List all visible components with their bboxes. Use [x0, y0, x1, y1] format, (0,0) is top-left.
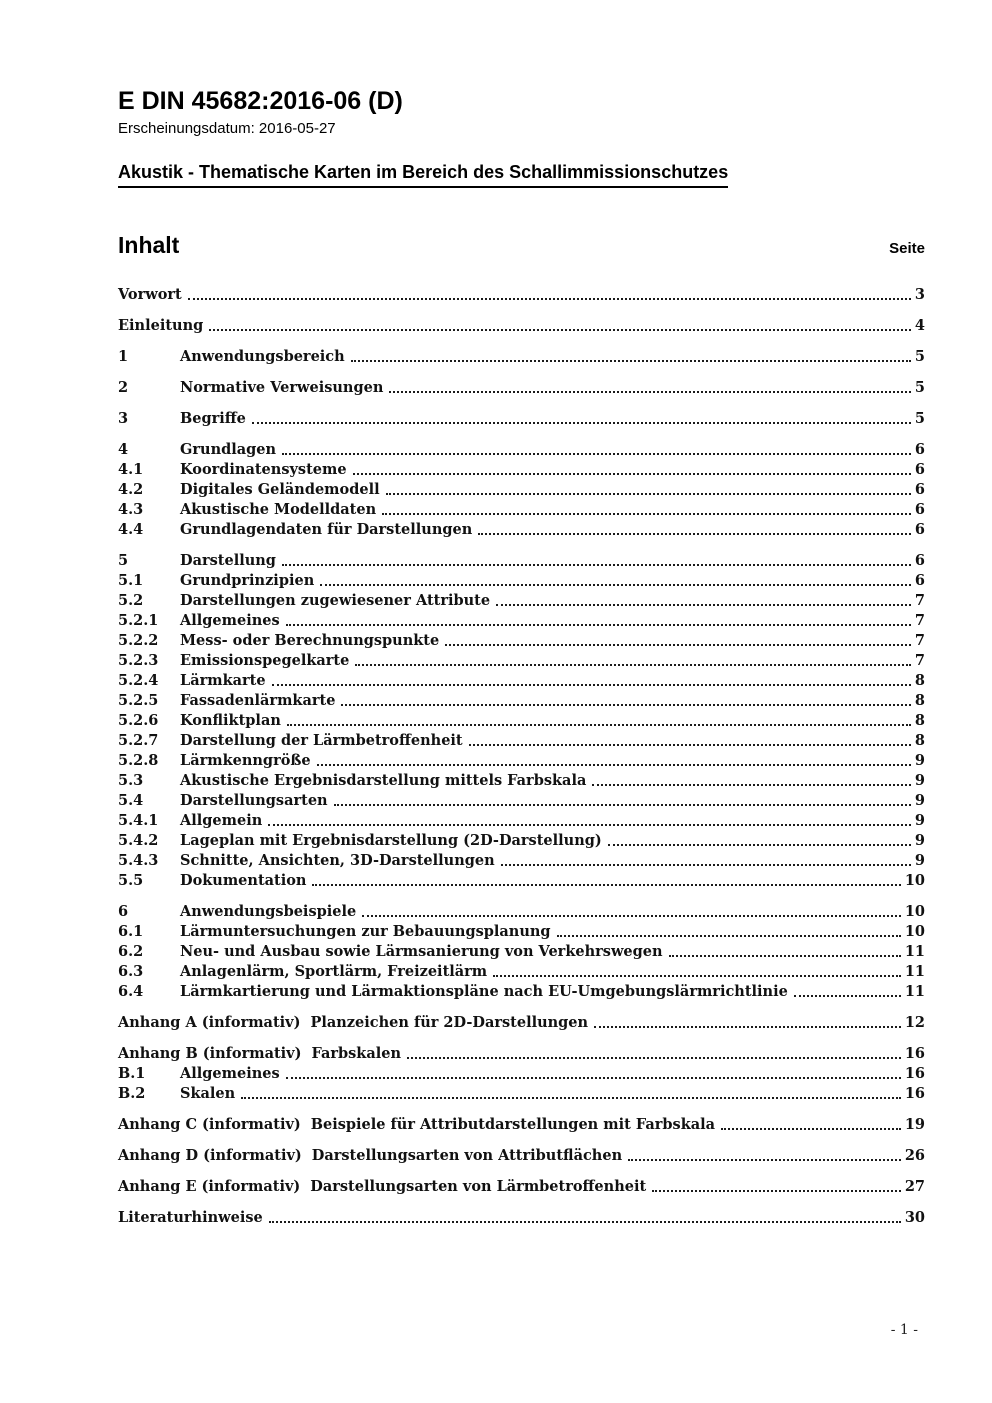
toc-entry-page: 8: [914, 732, 925, 750]
toc-entry-page: 16: [904, 1045, 925, 1063]
toc-entry: [118, 751, 925, 771]
toc-entry: [118, 1064, 925, 1084]
toc-entry-label: Grundlagen: [180, 441, 277, 459]
toc-entry: [118, 811, 925, 831]
toc-entry-label: Anwendungsbereich: [180, 348, 345, 366]
release-date: Erscheinungsdatum: 2016-05-27: [118, 119, 336, 137]
toc-entry: [118, 571, 925, 591]
toc-entry: [118, 851, 925, 871]
toc-dotted-leader: [594, 1026, 901, 1028]
toc-entry-page: 6: [914, 552, 925, 570]
toc-entry-number: 6.1: [118, 923, 144, 941]
toc-entry-label: Planzeichen für 2D-Darstellungen: [310, 1014, 589, 1032]
toc-entry: [118, 1177, 925, 1197]
toc-entry-number: 5.4.3: [118, 852, 159, 870]
toc-entry: [118, 942, 925, 962]
toc-entry-number: 5.3: [118, 772, 144, 790]
toc-entry: [118, 651, 925, 671]
toc-entry: [118, 520, 925, 540]
toc-entry-page: 5: [914, 410, 925, 428]
toc-entry-label: Lärmkarte: [180, 672, 266, 690]
toc-dotted-leader: [209, 329, 911, 331]
document-number: E DIN 45682:2016-06 (D): [118, 87, 403, 115]
toc-entry-page: 11: [904, 943, 925, 961]
toc-entry-page: 11: [904, 983, 925, 1001]
toc-entry: [118, 460, 925, 480]
toc-entry-page: 9: [914, 832, 925, 850]
toc-entry-number: 5.2: [118, 592, 144, 610]
toc-entry-label: Lärmuntersuchungen zur Bebauungsplanung: [180, 923, 551, 941]
toc-entry-label: Farbskalen: [311, 1045, 402, 1063]
toc-dotted-leader: [386, 493, 911, 495]
toc-entry-number: 4: [118, 441, 129, 459]
toc-entry-number: Anhang D (informativ): [118, 1147, 302, 1165]
toc-entry: [118, 1208, 925, 1228]
toc-entry-page: 11: [904, 963, 925, 981]
toc-entry: [118, 1013, 925, 1033]
toc-entry-page: 6: [914, 521, 925, 539]
toc-entry-number: 5.2.8: [118, 752, 159, 770]
toc-entry: [118, 378, 925, 398]
toc-entry-page: 4: [914, 317, 925, 335]
toc-page-column-label: Seite: [889, 240, 925, 258]
toc-entry-number: 4.1: [118, 461, 144, 479]
toc-entry-label: Vorwort: [118, 286, 182, 304]
toc-dotted-leader: [312, 884, 900, 886]
toc-entry-label: Allgemeines: [180, 1065, 280, 1083]
toc-dotted-leader: [469, 744, 911, 746]
toc-entry: [118, 316, 925, 336]
toc-entry-number: Anhang A (informativ): [118, 1014, 301, 1032]
toc-header-row: [118, 232, 925, 259]
toc-entry-label: Darstellungsarten von Lärmbetroffenheit: [310, 1178, 647, 1196]
toc-entry-page: 8: [914, 672, 925, 690]
toc-entry-number: 5.4.1: [118, 812, 159, 830]
toc-entry-label: Mess- oder Berechnungspunkte: [180, 632, 440, 650]
toc-entry: [118, 771, 925, 791]
toc-entry-page: 10: [904, 923, 925, 941]
toc-entry: [118, 611, 925, 631]
toc-entry: [118, 691, 925, 711]
toc-dotted-leader: [389, 391, 911, 393]
toc-dotted-leader: [341, 704, 910, 706]
toc-dotted-leader: [557, 935, 901, 937]
toc-entry-page: 6: [914, 501, 925, 519]
toc-entry-label: Allgemein: [180, 812, 263, 830]
toc-entry-number: 3: [118, 410, 129, 428]
toc-dotted-leader: [478, 533, 911, 535]
toc-entry-number: 5: [118, 552, 129, 570]
toc-entry-label: Akustische Ergebnisdarstellung mittels Farbskala: [180, 772, 587, 790]
toc-entry: [118, 480, 925, 500]
toc-entry-label: Beispiele für Attributdarstellungen mit Farbskala: [310, 1116, 716, 1134]
document-title-wrap: [118, 162, 925, 189]
toc-entry-label: Darstellung: [180, 552, 276, 570]
toc-entry: [118, 982, 925, 1002]
toc-dotted-leader: [501, 864, 911, 866]
toc-entry-page: 6: [914, 441, 925, 459]
toc-dotted-leader: [628, 1159, 901, 1161]
toc-entry-number: 6.2: [118, 943, 144, 961]
toc-entry-label: Akustische Modelldaten: [180, 501, 377, 519]
toc-dotted-leader: [317, 764, 911, 766]
toc-entry-label: Lärmkartierung und Lärmaktionspläne nach EU-Umgebungslärmrichtlinie: [180, 983, 788, 1001]
toc-heading: Inhalt: [118, 232, 180, 259]
toc-entry-number: 5.2.4: [118, 672, 159, 690]
toc-entry-page: 3: [914, 286, 925, 304]
toc-entry-page: 8: [914, 692, 925, 710]
toc-dotted-leader: [334, 804, 911, 806]
toc-entry: [118, 1084, 925, 1104]
toc-entry-number: B.2: [118, 1085, 146, 1103]
toc-entry-label: Skalen: [180, 1085, 236, 1103]
toc-entry-page: 9: [914, 852, 925, 870]
toc-entry-page: 9: [914, 752, 925, 770]
toc-entry-page: 9: [914, 812, 925, 830]
toc-entry: [118, 551, 925, 571]
toc-entry-number: B.1: [118, 1065, 146, 1083]
toc-entry-label: Anwendungsbeispiele: [180, 903, 357, 921]
toc-entry-page: 6: [914, 461, 925, 479]
toc-entry-page: 16: [904, 1065, 925, 1083]
toc-dotted-leader: [353, 473, 911, 475]
toc-entry-label: Fassadenlärmkarte: [180, 692, 336, 710]
toc-entry: [118, 962, 925, 982]
toc-entry-number: 5.2.3: [118, 652, 159, 670]
toc-dotted-leader: [721, 1128, 901, 1130]
toc-dotted-leader: [268, 824, 911, 826]
toc-dotted-leader: [241, 1097, 901, 1099]
toc-entry-label: Einleitung: [118, 317, 204, 335]
toc-entry: [118, 871, 925, 891]
toc-dotted-leader: [794, 995, 901, 997]
toc-dotted-leader: [252, 422, 911, 424]
toc-entry-page: 10: [904, 903, 925, 921]
toc-entry-number: 4.2: [118, 481, 144, 499]
toc-entry-page: 7: [914, 592, 925, 610]
toc-dotted-leader: [407, 1057, 901, 1059]
toc-entry: [118, 285, 925, 305]
toc-entry-label: Lärmkenngröße: [180, 752, 311, 770]
page-number-footer: - 1 -: [890, 1322, 918, 1338]
toc-dotted-leader: [355, 664, 911, 666]
toc-dotted-leader: [282, 453, 911, 455]
toc-entry-number: 5.2.7: [118, 732, 159, 750]
toc-entry-label: Literaturhinweise: [118, 1209, 263, 1227]
toc-entry-label: Koordinatensysteme: [180, 461, 347, 479]
toc-entry-number: 6.4: [118, 983, 144, 1001]
toc-entry: [118, 347, 925, 367]
toc-dotted-leader: [286, 1077, 901, 1079]
toc-entry-label: Emissionspegelkarte: [180, 652, 350, 670]
toc-entry-page: 8: [914, 712, 925, 730]
toc-entry: [118, 922, 925, 942]
toc-entry-label: Digitales Geländemodell: [180, 481, 380, 499]
toc-list: [118, 285, 925, 1228]
toc-entry-label: Lageplan mit Ergebnisdarstellung (2D-Darstellung): [180, 832, 602, 850]
toc-entry-number: 6.3: [118, 963, 144, 981]
toc-entry-label: Normative Verweisungen: [180, 379, 384, 397]
toc-entry-number: 4.4: [118, 521, 144, 539]
toc-entry-number: 5.2.1: [118, 612, 159, 630]
toc-entry-page: 10: [904, 872, 925, 890]
toc-entry: [118, 791, 925, 811]
toc-entry: [118, 731, 925, 751]
toc-dotted-leader: [269, 1221, 901, 1223]
toc-dotted-leader: [282, 564, 911, 566]
toc-dotted-leader: [493, 975, 901, 977]
toc-dotted-leader: [382, 513, 911, 515]
toc-entry-number: Anhang C (informativ): [118, 1116, 301, 1134]
toc-entry-label: Begriffe: [180, 410, 246, 428]
toc-entry-page: 16: [904, 1085, 925, 1103]
toc-entry-label: Grundlagendaten für Darstellungen: [180, 521, 473, 539]
toc-entry-label: Grundprinzipien: [180, 572, 315, 590]
toc-dotted-leader: [362, 915, 901, 917]
toc-entry: [118, 500, 925, 520]
toc-entry-number: 1: [118, 348, 129, 366]
toc-entry-page: 5: [914, 379, 925, 397]
toc-dotted-leader: [608, 844, 911, 846]
toc-entry-number: 5.4.2: [118, 832, 159, 850]
toc-entry: [118, 1044, 925, 1064]
toc-entry-label: Darstellungen zugewiesener Attribute: [180, 592, 491, 610]
toc-entry-page: 7: [914, 652, 925, 670]
toc-entry-page: 9: [914, 772, 925, 790]
toc-entry-page: 5: [914, 348, 925, 366]
toc-entry-label: Darstellung der Lärmbetroffenheit: [180, 732, 463, 750]
toc-entry-label: Darstellungsarten von Attributflächen: [311, 1147, 623, 1165]
toc-entry: [118, 831, 925, 851]
toc-entry: [118, 631, 925, 651]
toc-entry-number: Anhang B (informativ): [118, 1045, 302, 1063]
toc-entry-page: 9: [914, 792, 925, 810]
toc-entry: [118, 591, 925, 611]
document-title: Akustik - Thematische Karten im Bereich des Schallimmissionschutzes: [118, 162, 728, 189]
toc-entry-number: 5.1: [118, 572, 144, 590]
toc-entry-page: 26: [904, 1147, 925, 1165]
toc-entry-label: Dokumentation: [180, 872, 307, 890]
toc-entry: [118, 1146, 925, 1166]
toc-entry-page: 19: [904, 1116, 925, 1134]
toc-dotted-leader: [351, 360, 911, 362]
toc-entry-label: Anlagenlärm, Sportlärm, Freizeitlärm: [180, 963, 488, 981]
toc-entry-label: Schnitte, Ansichten, 3D-Darstellungen: [180, 852, 495, 870]
toc-entry-number: Anhang E (informativ): [118, 1178, 301, 1196]
toc-dotted-leader: [445, 644, 911, 646]
toc-entry: [118, 902, 925, 922]
toc-dotted-leader: [287, 724, 911, 726]
toc-dotted-leader: [592, 784, 911, 786]
toc-entry-label: Darstellungsarten: [180, 792, 328, 810]
toc-entry-number: 2: [118, 379, 129, 397]
toc-dotted-leader: [320, 584, 911, 586]
toc-entry-number: 5.5: [118, 872, 144, 890]
toc-entry-page: 30: [904, 1209, 925, 1227]
toc-entry-number: 5.2.2: [118, 632, 159, 650]
toc-dotted-leader: [496, 604, 911, 606]
toc-entry-number: 6: [118, 903, 129, 921]
toc-entry-number: 4.3: [118, 501, 144, 519]
toc-entry-page: 27: [904, 1178, 925, 1196]
toc-entry-label: Konfliktplan: [180, 712, 281, 730]
toc-entry-number: 5.4: [118, 792, 144, 810]
toc-entry-page: 12: [904, 1014, 925, 1032]
toc-entry-page: 7: [914, 632, 925, 650]
toc-entry-number: 5.2.5: [118, 692, 159, 710]
toc-dotted-leader: [272, 684, 911, 686]
toc-dotted-leader: [188, 298, 911, 300]
toc-entry-page: 6: [914, 481, 925, 499]
toc-dotted-leader: [286, 624, 911, 626]
toc-entry: [118, 1115, 925, 1135]
toc-entry-label: Allgemeines: [180, 612, 280, 630]
toc-entry: [118, 711, 925, 731]
toc-entry-number: 5.2.6: [118, 712, 159, 730]
toc-entry: [118, 671, 925, 691]
toc-entry-label: Neu- und Ausbau sowie Lärmsanierung von Verkehrswegen: [180, 943, 663, 961]
toc-entry-page: 7: [914, 612, 925, 630]
toc-dotted-leader: [669, 955, 901, 957]
toc-entry-page: 6: [914, 572, 925, 590]
toc-entry: [118, 440, 925, 460]
toc-entry: [118, 409, 925, 429]
toc-dotted-leader: [652, 1190, 901, 1192]
